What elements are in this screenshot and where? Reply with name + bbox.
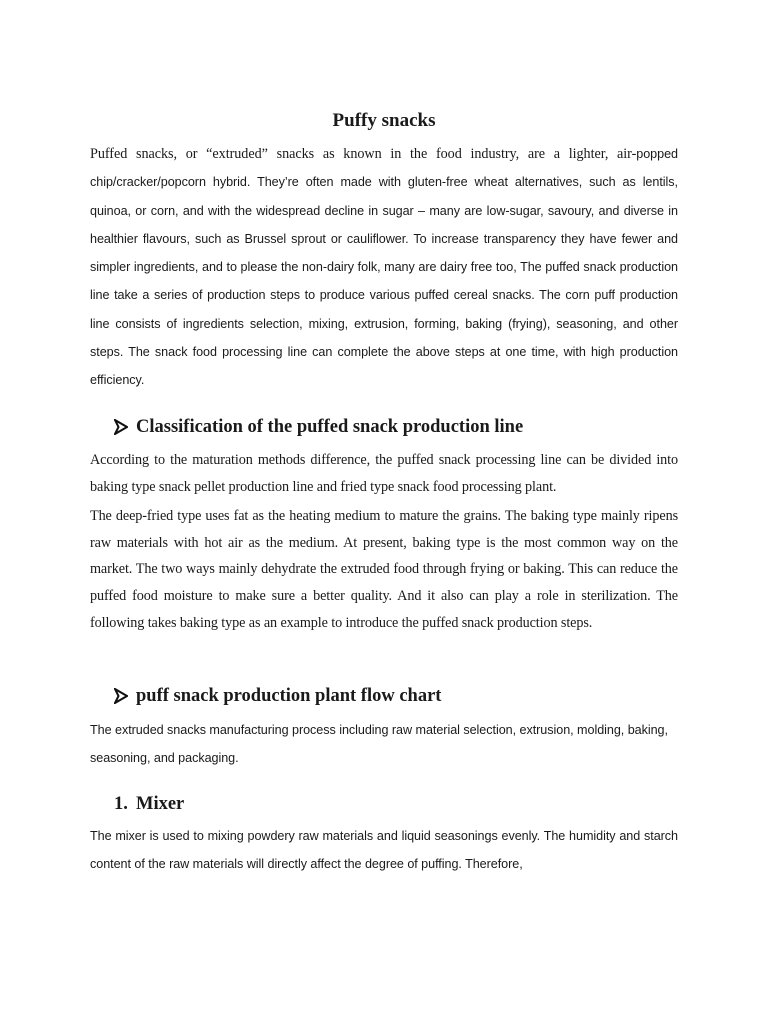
intro-paragraph [90,140,678,395]
flow-chart-paragraph: The extruded snacks manufacturing process including raw material selection, extrusion, molding, baking, seasoning, and packaging. [90,723,668,766]
arrow-bullet-icon [114,688,128,704]
classification-paragraph-2: The deep-fried type uses fat as the heating medium to mature the grains. The baking type mainly ripens raw materials with hot air as the medium. At present, baking type is the most common way on the market. The two ways mainly dehydrate the extruded food through frying or baking. This can reduce the puffed food moisture to make sure a better quality. And it also can play a role in sterilization. The following takes baking type as an example to introduce the puffed snack production steps. [90,508,678,631]
section-heading-flow-chart [114,683,441,709]
section-heading-text: puff snack production plant flow chart [136,686,442,706]
numbered-heading-mixer [114,791,184,817]
section-heading-text: Classification of the puffed snack production line [136,417,524,437]
section-heading-classification [114,414,523,440]
arrow-bullet-icon [114,419,128,435]
intro-lead-text: Puffed snacks, or “extruded” snacks as known in the food industry, are a lighter, air- [90,146,637,162]
classification-paragraph-1: According to the maturation methods difference, the puffed snack processing line can be divided into baking type snack pellet production line and fried type snack food processing plant. [90,452,678,495]
intro-rest-text: popped chip/cracker/popcorn hybrid. They’re often made with gluten-free wheat alternatives, such as lentils, quinoa, or corn, and with the widespread decline in sugar – many are low-sugar, savoury, and diverse in healthier flavours, such as Brussel sprout or cauliflower. To increase transparency they have fewer and simpler ingredients, and to please the non-dairy folk, many are dairy free too, The puffed snack production line take a series of production steps to produce various puffed cereal snacks. The corn puff production line consists of ingredients selection, mixing, extrusion, forming, baking (frying), seasoning, and other steps. The snack food processing line can complete the above steps at one time, with high production efficiency. [90,147,678,388]
numbered-heading-text: Mixer [136,794,185,814]
mixer-paragraph: The mixer is used to mixing powdery raw materials and liquid seasonings evenly. The humidity and starch content of the raw materials will directly affect the degree of puffing. Therefore, [90,829,678,872]
document-title: Puffy snacks [332,110,436,131]
section-number: 1. [114,794,128,814]
